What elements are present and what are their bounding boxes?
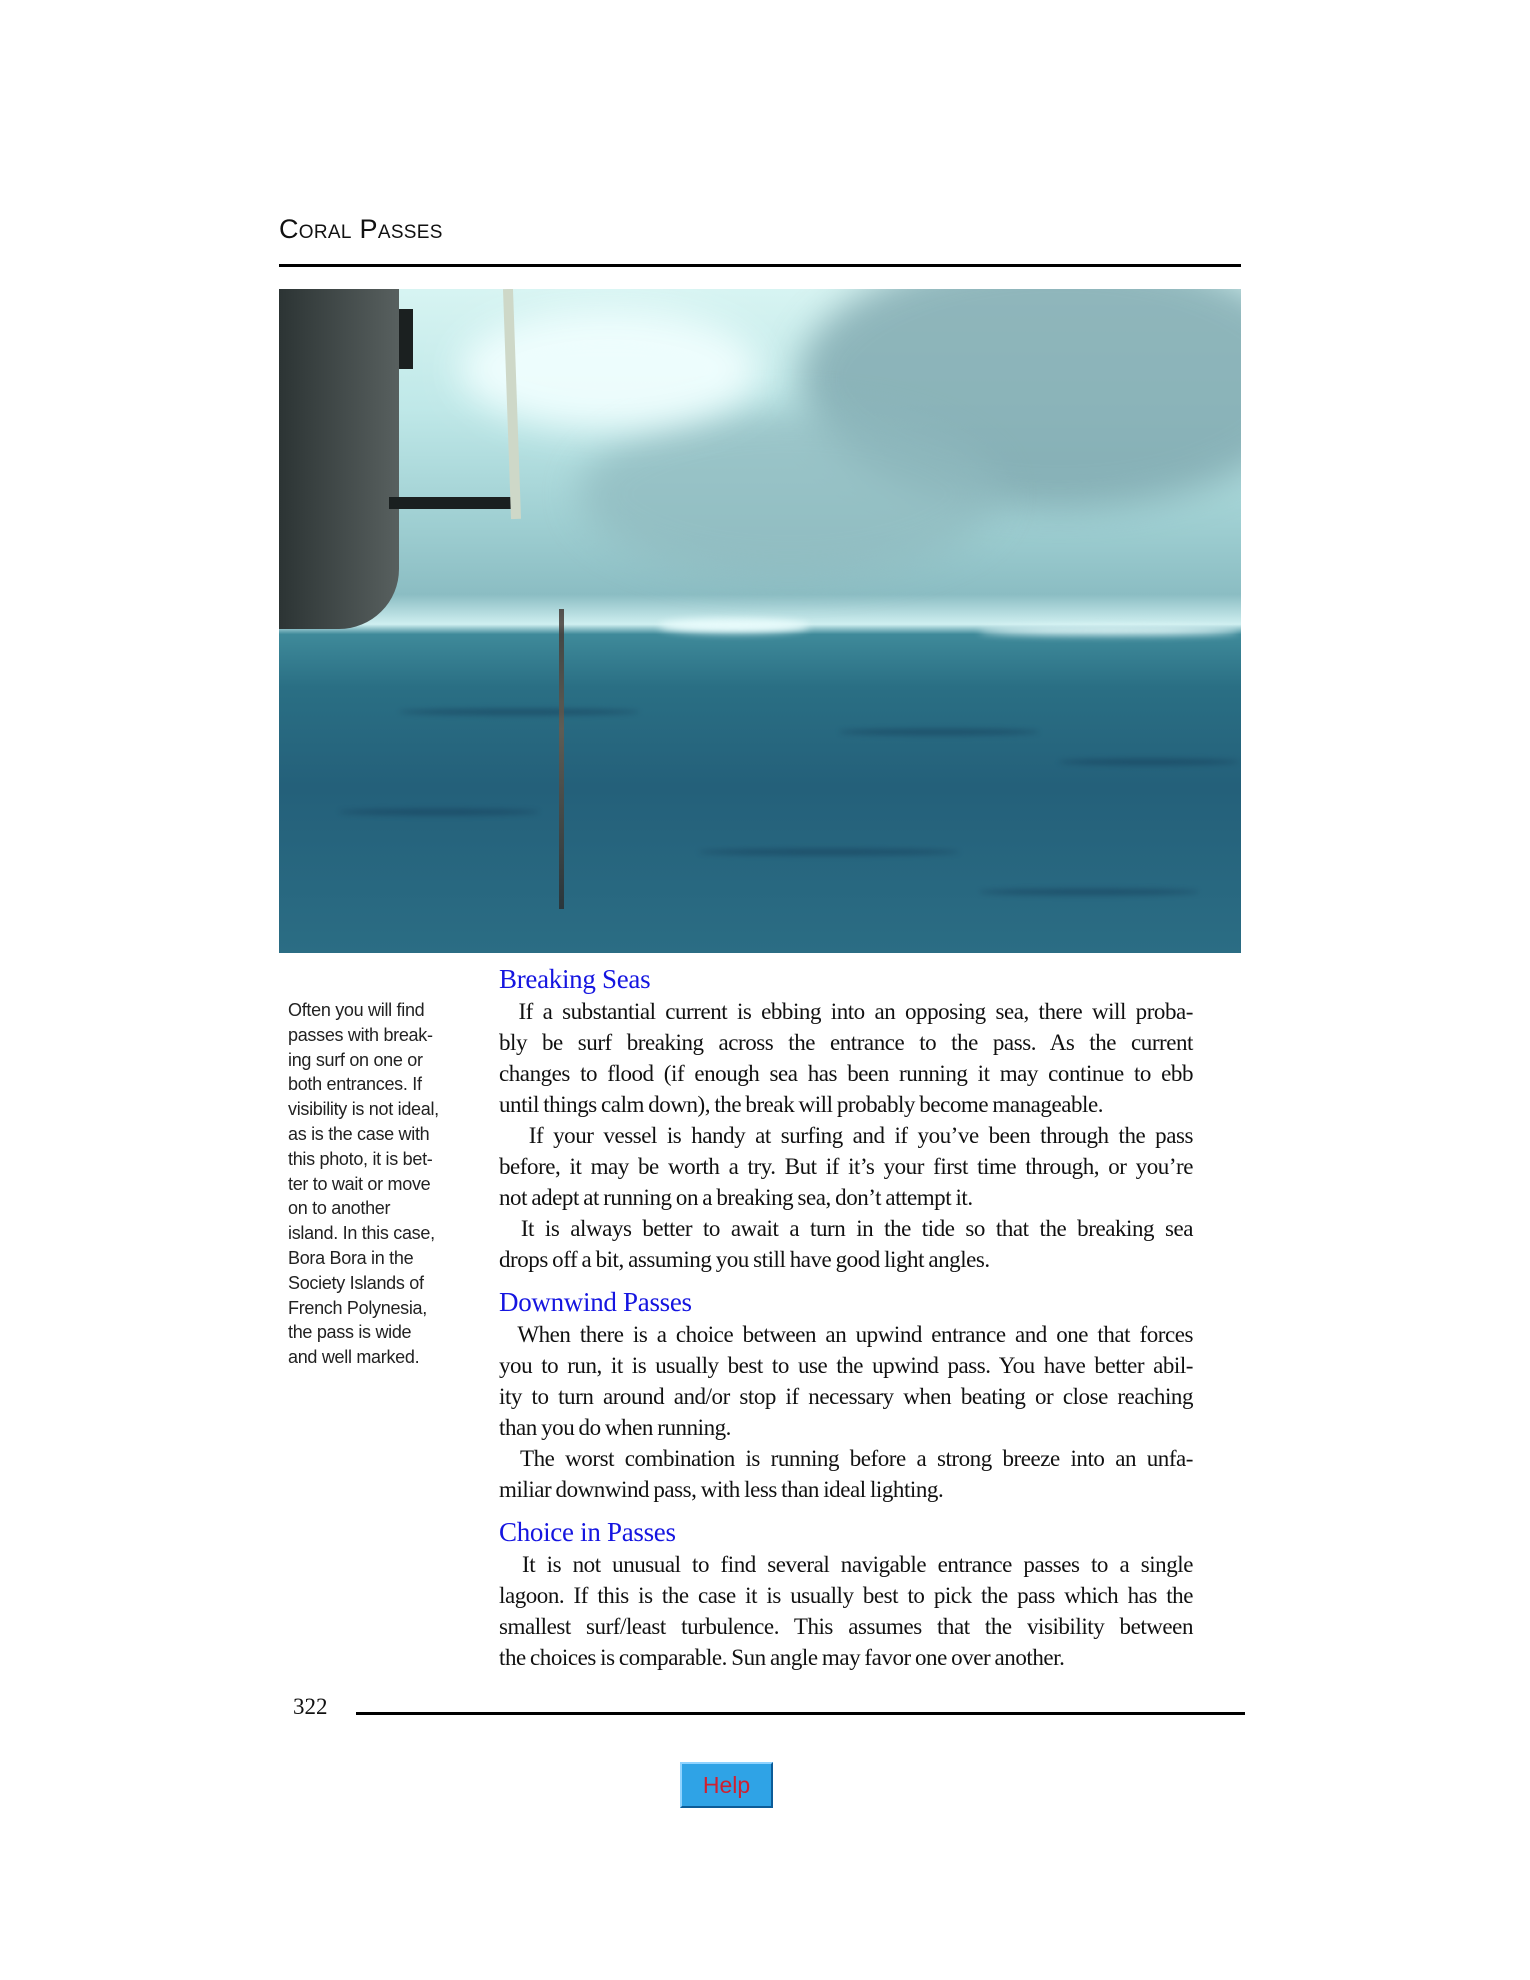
running-header: Coral Passes [279, 214, 443, 244]
text-line: you to run, it is usually best to use the upwind pass. You have better abil- [499, 1353, 1193, 1378]
text-line: ity to turn around and/or stop if necessary when beating or close reaching [499, 1384, 1193, 1409]
text-line: When there is a choice between an upwind entrance and one that forces [499, 1322, 1193, 1347]
caption-line: passes with break- [288, 1024, 433, 1045]
text-line: before, it may be worth a try. But if it’s your first time through, or you’re [499, 1154, 1193, 1179]
text-line: The worst combination is running before a strong breeze into an unfa- [499, 1446, 1193, 1471]
paragraph [499, 1120, 1193, 1213]
text-line: until things calm down), the break will probably become manageable. [499, 1092, 1104, 1117]
caption-line: as is the case with [288, 1123, 430, 1144]
text-line: miliar downwind pass, with less than ideal lighting. [499, 1477, 944, 1502]
section-breaking-seas [499, 962, 1193, 1275]
section-heading: Downwind Passes [499, 1287, 692, 1317]
section-heading: Breaking Seas [499, 964, 651, 994]
paragraph [499, 996, 1193, 1120]
caption-line: ter to wait or move [288, 1173, 431, 1194]
page-number: 322 [293, 1694, 328, 1719]
caption-line: Bora Bora in the [288, 1247, 414, 1268]
footer-rule [356, 1712, 1245, 1715]
main-text-column [499, 962, 1193, 1673]
caption-line: Society Islands of [288, 1272, 424, 1293]
text-line: changes to flood (if enough sea has been running it may continue to ebb [499, 1061, 1193, 1086]
text-line: smallest surf/least turbulence. This assumes that the visibility between [499, 1614, 1193, 1639]
section-choice-in-passes [499, 1515, 1193, 1673]
text-line: than you do when running. [499, 1415, 731, 1440]
caption-line: on to another [288, 1198, 391, 1219]
text-line: If a substantial current is ebbing into an opposing sea, there will proba- [499, 999, 1193, 1024]
text-line: It is always better to await a turn in the tide so that the breaking sea [499, 1216, 1193, 1241]
paragraph [499, 1443, 1193, 1505]
text-line: If your vessel is handy at surfing and if you’ve been through the pass [499, 1123, 1193, 1148]
text-line: drops off a bit, assuming you still have good light angles. [499, 1247, 990, 1272]
section-heading: Choice in Passes [499, 1517, 676, 1547]
caption-line: the pass is wide [288, 1322, 412, 1343]
paragraph [499, 1549, 1193, 1673]
text-line: not adept at running on a breaking sea, don’t attempt it. [499, 1185, 973, 1210]
caption-line: Often you will find [288, 1000, 425, 1020]
photo-breaking-surf-at-pass [279, 289, 1241, 953]
caption-line: this photo, it is bet- [288, 1148, 433, 1169]
text-line: the choices is comparable. Sun angle may favor one over another. [499, 1645, 1065, 1670]
section-downwind-passes [499, 1285, 1193, 1505]
text-line: It is not unusual to find several navigable entrance passes to a single [499, 1552, 1193, 1577]
photo-caption [288, 998, 439, 1370]
header-rule [279, 264, 1241, 267]
caption-line: ing surf on one or [288, 1049, 423, 1070]
boat-hull-icon [279, 289, 399, 629]
text-line: lagoon. If this is the case it is usually best to pick the pass which has the [499, 1583, 1193, 1608]
caption-line: island. In this case, [288, 1223, 435, 1244]
caption-line: French Polynesia, [288, 1297, 427, 1318]
caption-line: and well marked. [288, 1347, 420, 1368]
paragraph [499, 1213, 1193, 1275]
caption-line: visibility is not ideal, [288, 1099, 439, 1120]
text-line: bly be surf breaking across the entrance to the pass. As the current [499, 1030, 1193, 1055]
help-button[interactable]: Help [680, 1762, 773, 1808]
channel-marker-pole [559, 609, 564, 909]
paragraph [499, 1319, 1193, 1443]
caption-line: both entrances. If [288, 1074, 422, 1095]
